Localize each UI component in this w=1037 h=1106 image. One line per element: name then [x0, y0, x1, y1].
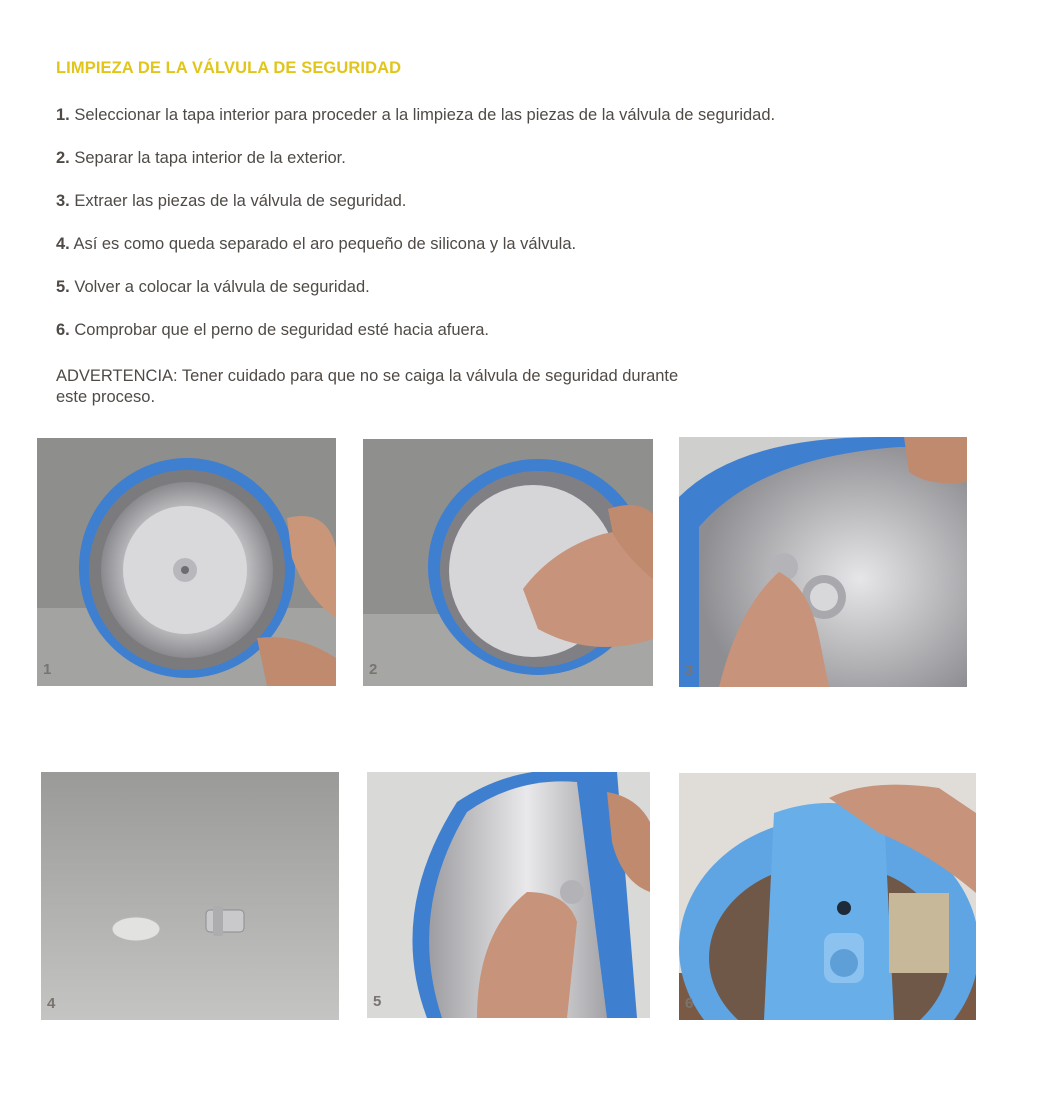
step-3 [56, 192, 406, 211]
photo-label: 4 [47, 995, 56, 1012]
step-number: 6. [56, 321, 70, 339]
photo-6 [679, 773, 976, 1020]
step-4 [56, 235, 576, 254]
warning-text: ADVERTENCIA: Tener cuidado para que no se caiga la válvula de seguridad durante este proceso. [56, 367, 679, 406]
photo-3 [679, 437, 967, 687]
lid-inner-image [37, 438, 336, 686]
step-5 [56, 278, 370, 297]
photo-label: 1 [43, 661, 52, 678]
step-number: 5. [56, 278, 70, 296]
separating-lids-image [363, 439, 653, 686]
photo-5 [367, 772, 650, 1018]
replace-valve-image [367, 772, 650, 1018]
step-number: 1. [56, 106, 70, 124]
step-text: Separar la tapa interior de la exterior. [74, 149, 346, 167]
step-2 [56, 149, 346, 168]
photo-label: 3 [685, 662, 694, 679]
safety-pin-image [679, 773, 976, 1020]
photo-label: 2 [369, 661, 378, 678]
step-text: Así es como queda separado el aro pequeño de silicona y la válvula. [73, 235, 577, 253]
photo-1 [37, 438, 336, 686]
photo-label: 5 [373, 993, 382, 1010]
step-number: 2. [56, 149, 70, 167]
photo-label: 6 [685, 995, 694, 1012]
step-6 [56, 321, 489, 340]
extract-valve-image [679, 437, 967, 687]
step-text: Extraer las piezas de la válvula de seguridad. [74, 192, 407, 210]
step-1 [56, 106, 775, 125]
step-text: Comprobar que el perno de seguridad esté hacia afuera. [74, 321, 489, 339]
photo-4 [41, 772, 339, 1020]
step-number: 4. [56, 235, 70, 253]
page-title: LIMPIEZA DE LA VÁLVULA DE SEGURIDAD [56, 59, 402, 77]
step-text: Volver a colocar la válvula de seguridad. [74, 278, 370, 296]
step-number: 3. [56, 192, 70, 210]
photo-2 [363, 439, 653, 686]
separated-parts-image [41, 772, 339, 1020]
step-text: Seleccionar la tapa interior para proceder a la limpieza de las piezas de la válvula de seguridad. [74, 106, 776, 124]
